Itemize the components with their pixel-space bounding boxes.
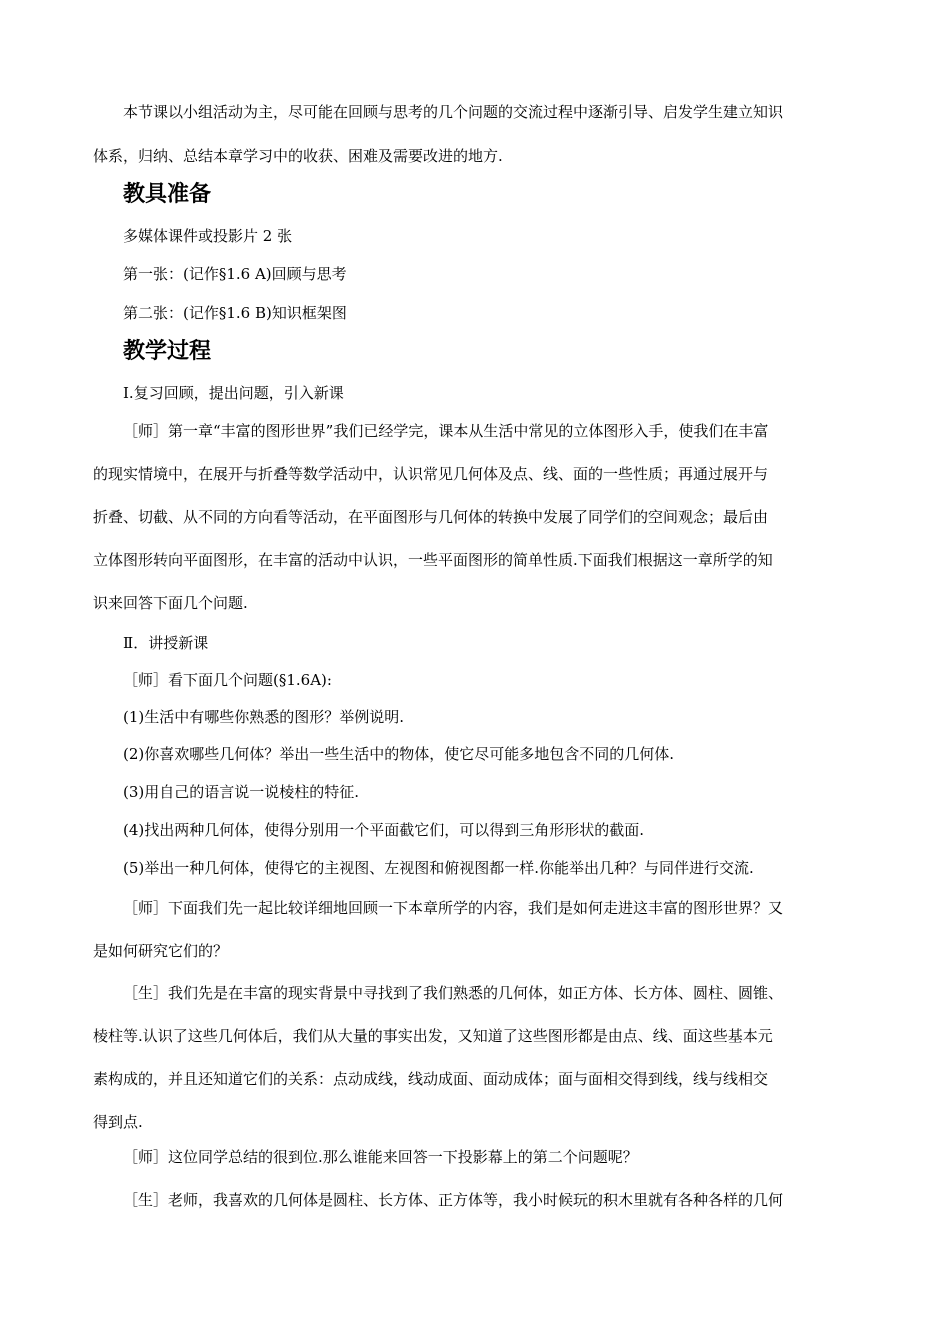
body-line: ［师］下面我们先一起比较详细地回顾一下本章所学的内容，我们是如何走进这丰富的图形世界？又 xyxy=(123,899,784,917)
section-1-title: Ⅰ.复习回顾，提出问题，引入新课 xyxy=(123,384,344,402)
heading-teaching-aids: 教具准备 xyxy=(123,182,212,207)
question-1: (1)生活中有哪些你熟悉的图形？举例说明. xyxy=(123,708,405,726)
body-line: ［生］我们先是在丰富的现实背景中寻找到了我们熟悉的几何体，如正方体、长方体、圆柱、圆锥、 xyxy=(123,984,784,1002)
body-line: 是如何研究它们的？ xyxy=(93,942,229,960)
aids-line-2: 第一张：(记作§1.6 A)回顾与思考 xyxy=(123,265,347,283)
body-line: 得到点. xyxy=(93,1113,143,1131)
body-line: ［师］第一章“丰富的图形世界”我们已经学完，课本从生活中常见的立体图形入手，使我们在丰富 xyxy=(123,422,769,440)
aids-line-1: 多媒体课件或投影片 2 张 xyxy=(123,227,293,245)
question-5: (5)举出一种几何体，使得它的主视图、左视图和俯视图都一样.你能举出几种？与同伴进行交流. xyxy=(123,859,754,877)
intro-line-2: 体系，归纳、总结本章学习中的收获、困难及需要改进的地方. xyxy=(93,147,503,165)
body-line: 的现实情境中，在展开与折叠等数学活动中，认识常见几何体及点、线、面的一些性质；再通过展开与 xyxy=(93,465,769,483)
body-line: 识来回答下面几个问题. xyxy=(93,594,248,612)
body-line: ［师］看下面几个问题(§1.6A): xyxy=(123,671,332,689)
aids-line-3: 第二张：(记作§1.6 B)知识框架图 xyxy=(123,304,347,322)
section-2-title: Ⅱ．讲授新课 xyxy=(123,634,209,652)
intro-line-1: 本节课以小组活动为主，尽可能在回顾与思考的几个问题的交流过程中逐渐引导、启发学生建立知识 xyxy=(123,103,784,121)
body-line: 棱柱等.认识了这些几何体后，我们从大量的事实出发，又知道了这些图形都是由点、线、面这些基本元 xyxy=(93,1027,773,1045)
heading-teaching-process: 教学过程 xyxy=(123,339,212,364)
question-4: (4)找出两种几何体，使得分别用一个平面截它们，可以得到三角形形状的截面. xyxy=(123,821,645,839)
body-line: 立体图形转向平面图形，在丰富的活动中认识，一些平面图形的简单性质.下面我们根据这一章所学的知 xyxy=(93,551,773,569)
body-line: 折叠、切截、从不同的方向看等活动，在平面图形与几何体的转换中发展了同学们的空间观念；最后由 xyxy=(93,508,769,526)
question-3: (3)用自己的语言说一说棱柱的特征. xyxy=(123,783,360,801)
body-line: ［师］这位同学总结的很到位.那么谁能来回答一下投影幕上的第二个问题呢？ xyxy=(123,1148,638,1166)
body-line: 素构成的，并且还知道它们的关系：点动成线，线动成面、面动成体；面与面相交得到线，线与线相交 xyxy=(93,1070,769,1088)
question-2: (2)你喜欢哪些几何体？举出一些生活中的物体，使它尽可能多地包含不同的几何体. xyxy=(123,745,675,763)
body-line: ［生］老师，我喜欢的几何体是圆柱、长方体、正方体等，我小时候玩的积木里就有各种各样的几何 xyxy=(123,1191,784,1209)
